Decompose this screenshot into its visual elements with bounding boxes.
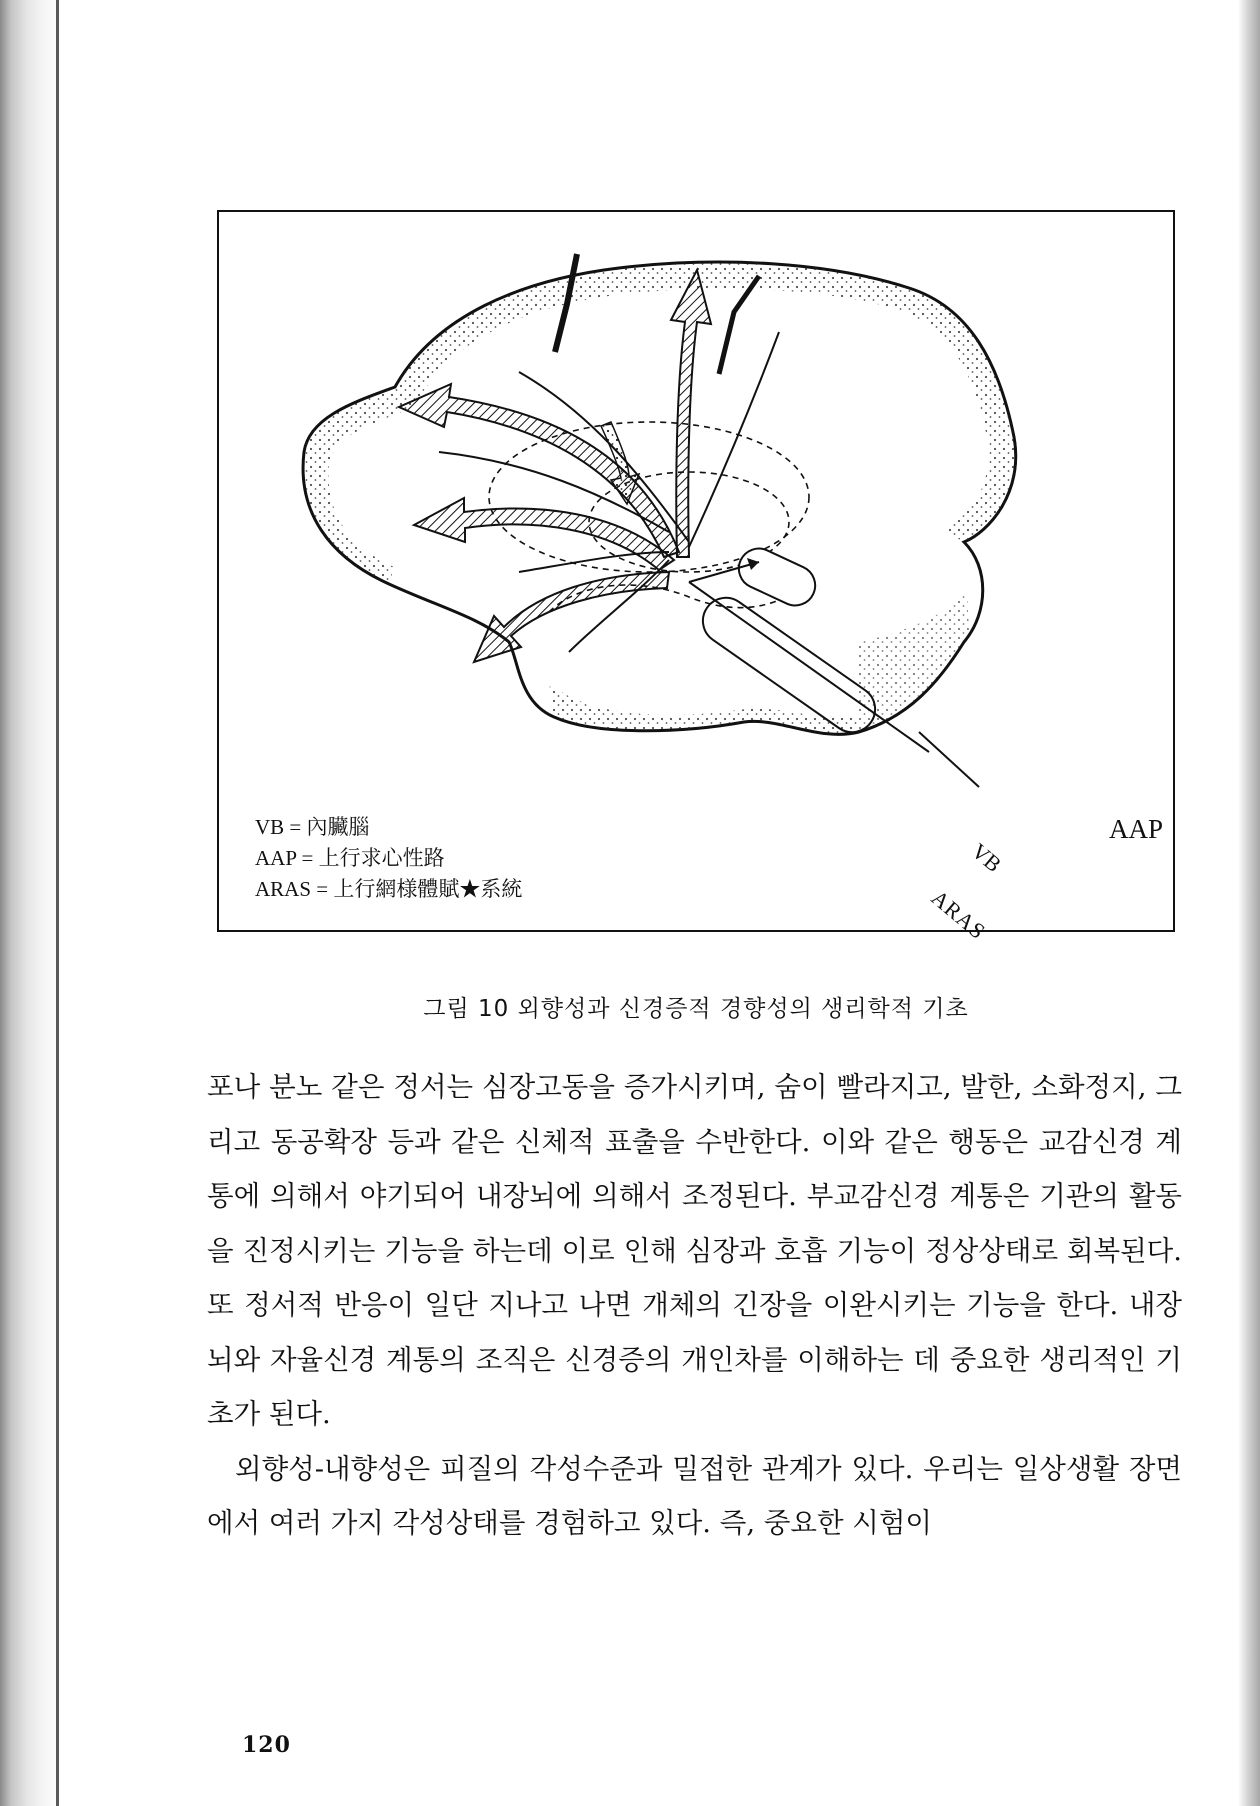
body-text xyxy=(207,1060,1182,1551)
stippled-temporal xyxy=(549,682,859,734)
figure-caption: 그림 10 외향성과 신경증적 경향성의 생리학적 기초 xyxy=(423,996,969,1022)
book-spine-line xyxy=(56,0,59,1806)
sulcus-right xyxy=(719,276,759,374)
legend-vb: VB = 內臟腦 xyxy=(255,815,370,839)
paragraph-2: 외향성-내향성은 피질의 각성수준과 밀접한 관계가 있다. 우리는 일상생활 장면에서 여러 가지 각성상태를 경험하고 있다. 즉, 중요한 시험이 xyxy=(207,1452,1182,1539)
legend-aras: ARAS = 上行網様體賦★系統 xyxy=(255,877,523,901)
legend-aap: AAP = 上行求心性路 xyxy=(255,846,445,870)
figure-legend xyxy=(255,812,522,905)
page-number: 120 xyxy=(242,1732,291,1758)
book-page xyxy=(60,0,1238,1806)
aras-label: ARAS xyxy=(926,884,991,945)
afferent-curve-5 xyxy=(689,332,779,547)
book-edge-right xyxy=(1238,0,1260,1806)
aap-tail xyxy=(919,732,979,787)
aap-label: AAP xyxy=(1109,814,1164,844)
book-edge-left xyxy=(0,0,60,1806)
vb-capsule xyxy=(732,542,821,612)
vb-label: VB xyxy=(966,838,1007,878)
figure-frame xyxy=(217,210,1175,945)
paragraph-1: 포나 분노 같은 정서는 심장고동을 증가시키며, 숨이 빨라지고, 발한, 소화정지, 그리고 동공확장 등과 같은 신체적 표출을 수반한다. 이와 같은 행동은 교감신경 계통에 의해서 야기되어 내장뇌에 의해서 조정된다. 부교감신경 계통은 기관의 활동을 진정시키는 기능을 하는데 이로 인해 심장과 호흡 기능이 정상상태로 회복된다. 또 정서적 반응이 일단 지나고 나면 개체의 긴장을 이완시키는 기능을 한다. 내장뇌와 자율신경 계통의 조직은 신경증의 개인차를 이해하는 데 중요한 생리적인 기초가 된다. xyxy=(207,1071,1182,1430)
